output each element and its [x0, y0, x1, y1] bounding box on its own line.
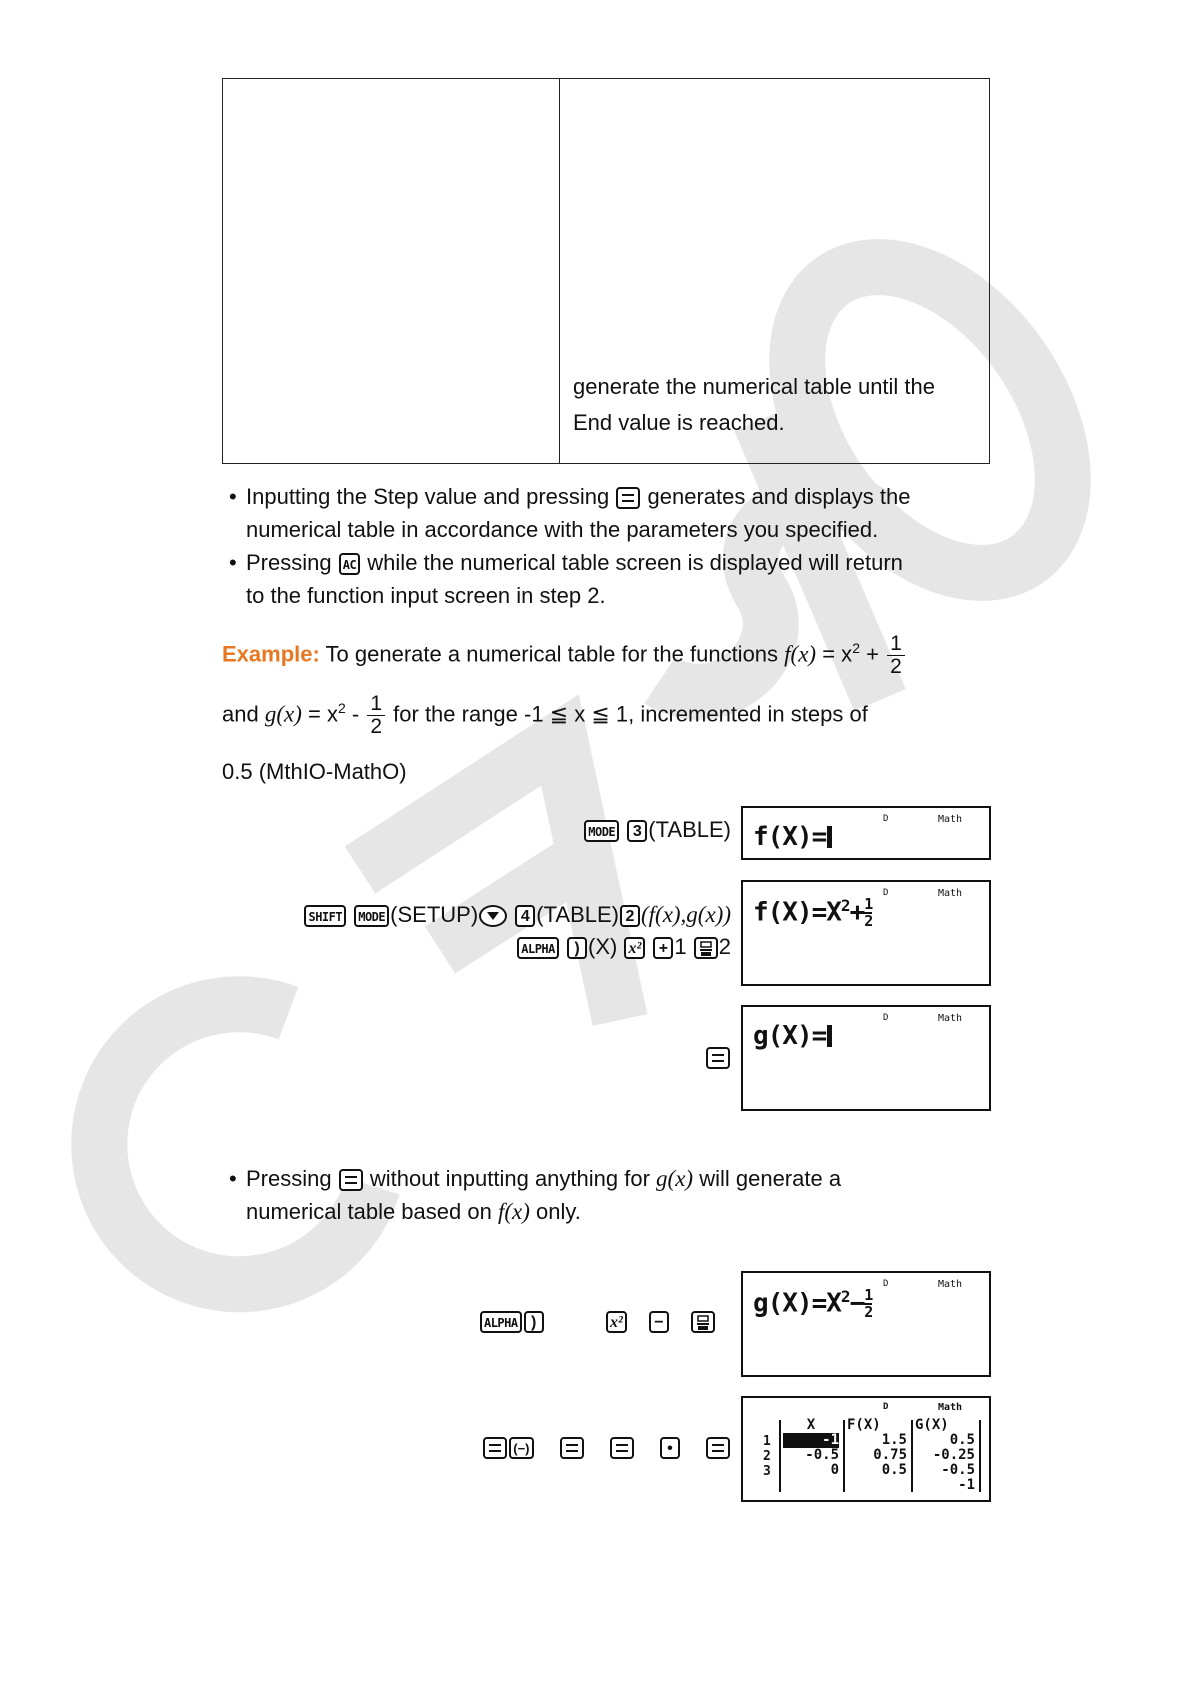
parameter-table: [222, 78, 990, 464]
equals-key-icon: [483, 1437, 507, 1459]
screen-4-math: Math: [938, 1279, 963, 1290]
two-key-icon: 2: [620, 905, 640, 927]
three-key-icon: 3: [627, 820, 647, 842]
bullet-3-after: without inputting anything for: [369, 1166, 650, 1191]
x-squared-key-icon: x²: [624, 937, 645, 959]
equals-key-icon: [610, 1437, 634, 1459]
f-column: F(X) 1.5 0.75 0.5: [847, 1417, 907, 1478]
bullet-3: •: [229, 1166, 237, 1191]
cursor-icon: [827, 826, 832, 848]
step-4-keys: [479, 1306, 716, 1336]
example-line3: 0.5 (MthIO-MathO): [222, 759, 407, 784]
example-eq2: = x: [308, 701, 338, 727]
setup-label: (SETUP): [390, 902, 479, 927]
screen-1-indicator: D: [883, 814, 889, 824]
cursor-icon: [827, 1025, 832, 1047]
mode-key-icon: MODE: [584, 820, 619, 842]
minus-key-icon: −: [649, 1311, 669, 1333]
x-column: X -1 -0.5 0: [783, 1418, 839, 1478]
screen-5-table: [741, 1396, 991, 1502]
g-column: G(X) 0.5 -0.25 -0.5 -1: [915, 1417, 975, 1493]
screen-4: [741, 1271, 991, 1377]
screen-2-math: Math: [938, 888, 963, 899]
screen-4-indicator: D: [883, 1279, 889, 1289]
screen-5-indicator: D: [883, 1402, 889, 1412]
example-plus: +: [866, 641, 879, 667]
screen-4-expr: $g(X)=X^2-$ $\frac{1}{2}$: [753, 1286, 873, 1322]
row-numbers: 1 2 3: [763, 1434, 771, 1479]
example-range: for the range -1 ≦ x ≦ 1, incremented in steps of: [393, 701, 868, 727]
example-frac1: $\frac{1}{2}$: [887, 633, 905, 678]
example-line1: [222, 632, 907, 678]
example-exp1: 2: [852, 640, 860, 656]
example-and: and: [222, 701, 259, 727]
screen-2-indicator: D: [883, 888, 889, 898]
equals-key-icon: [560, 1437, 584, 1459]
down-arrow-key-icon: [479, 905, 507, 927]
shift-key-icon: SHIFT: [304, 905, 346, 927]
step-2-keys-line1: [303, 900, 731, 930]
bullet-2: •: [229, 550, 237, 575]
close-paren-key-icon: ): [524, 1311, 544, 1333]
screen-3-math: Math: [938, 1013, 963, 1024]
bullet-1-after: generates and displays the: [647, 484, 911, 509]
example-exp2: 2: [337, 700, 346, 716]
screen-1: [741, 806, 991, 860]
negative-key-icon: (−): [509, 1437, 533, 1459]
bullet-3-text: [246, 1162, 996, 1228]
example-label: Example:: [222, 641, 320, 667]
bullet-2-after: while the numerical table screen is displayed will return: [367, 550, 903, 575]
screen-5-math: Math: [938, 1402, 963, 1413]
x-squared-key-icon: x²: [606, 1311, 627, 1333]
alpha-key-icon: ALPHA: [517, 937, 559, 959]
plus-key-icon: +: [653, 937, 673, 959]
bullet-2-line2: to the function input screen in step 2.: [246, 583, 606, 608]
bullet-3-g: g(x): [656, 1166, 694, 1191]
table-divider: [559, 79, 560, 463]
equals-key-icon: [616, 487, 640, 509]
bullet-1-line2: numerical table in accordance with the parameters you specified.: [246, 517, 879, 542]
close-paren-key-icon: ): [567, 937, 587, 959]
one-label: 1: [674, 934, 687, 959]
alpha-key-icon: ALPHA: [480, 1311, 522, 1333]
example-eq1: = x: [822, 641, 853, 667]
example-f: f(x): [784, 641, 817, 667]
screen-3-indicator: D: [883, 1013, 889, 1023]
equals-key-icon: [706, 1047, 730, 1069]
x-label: (X): [588, 934, 618, 959]
screen-3: [741, 1005, 991, 1111]
screen-2-expr: $f(X)=X^2+$ $\frac{1}{2}$: [753, 895, 873, 931]
dot-key-icon: •: [660, 1437, 680, 1459]
four-key-icon: 4: [515, 905, 535, 927]
ac-key-icon: AC: [339, 553, 360, 575]
equals-key-icon: [339, 1169, 363, 1191]
bullet-3-f: f(x): [497, 1199, 530, 1224]
bullet-1: •: [229, 484, 237, 509]
fg-label: (f(x),g(x)): [640, 902, 731, 927]
step-3-keys: [705, 1042, 731, 1072]
screen-1-expr: f(X)=: [753, 822, 832, 852]
step-1-keys: [583, 815, 731, 845]
example-minus: -: [351, 701, 360, 727]
bullet-2-before: Pressing: [246, 550, 332, 575]
screen-2: [741, 880, 991, 986]
example-g: g(x): [264, 701, 302, 727]
bullet-3-line2b: only.: [536, 1199, 581, 1224]
bullet-1-before: Inputting the Step value and pressing: [246, 484, 610, 509]
bullet-1-text: [246, 480, 996, 546]
step-1-label: (TABLE): [648, 817, 731, 842]
screen-1-math: Math: [938, 814, 963, 825]
example-line2: [222, 692, 868, 738]
bullet-2-text: [246, 546, 996, 612]
screen-3-expr: g(X)=: [753, 1021, 832, 1051]
example-intro: To generate a numerical table for the functions: [325, 641, 779, 667]
example-frac2: $\frac{1}{2}$: [367, 693, 385, 738]
bullet-3-line2a: numerical table based on: [246, 1199, 492, 1224]
step-2-keys-line2: [516, 932, 731, 962]
table-label: (TABLE): [536, 902, 619, 927]
fraction-key-icon: [691, 1311, 715, 1333]
equals-key-icon: [706, 1437, 730, 1459]
bullet-3-after2: will generate a: [699, 1166, 842, 1191]
two-label: 2: [718, 934, 731, 959]
fraction-key-icon: [694, 937, 718, 959]
mode-key-icon: MODE: [354, 905, 389, 927]
bullet-3-before: Pressing: [246, 1166, 332, 1191]
step-5-keys: [482, 1432, 731, 1462]
table-cell-text: generate the numerical table until the End value is reached.: [573, 374, 936, 435]
